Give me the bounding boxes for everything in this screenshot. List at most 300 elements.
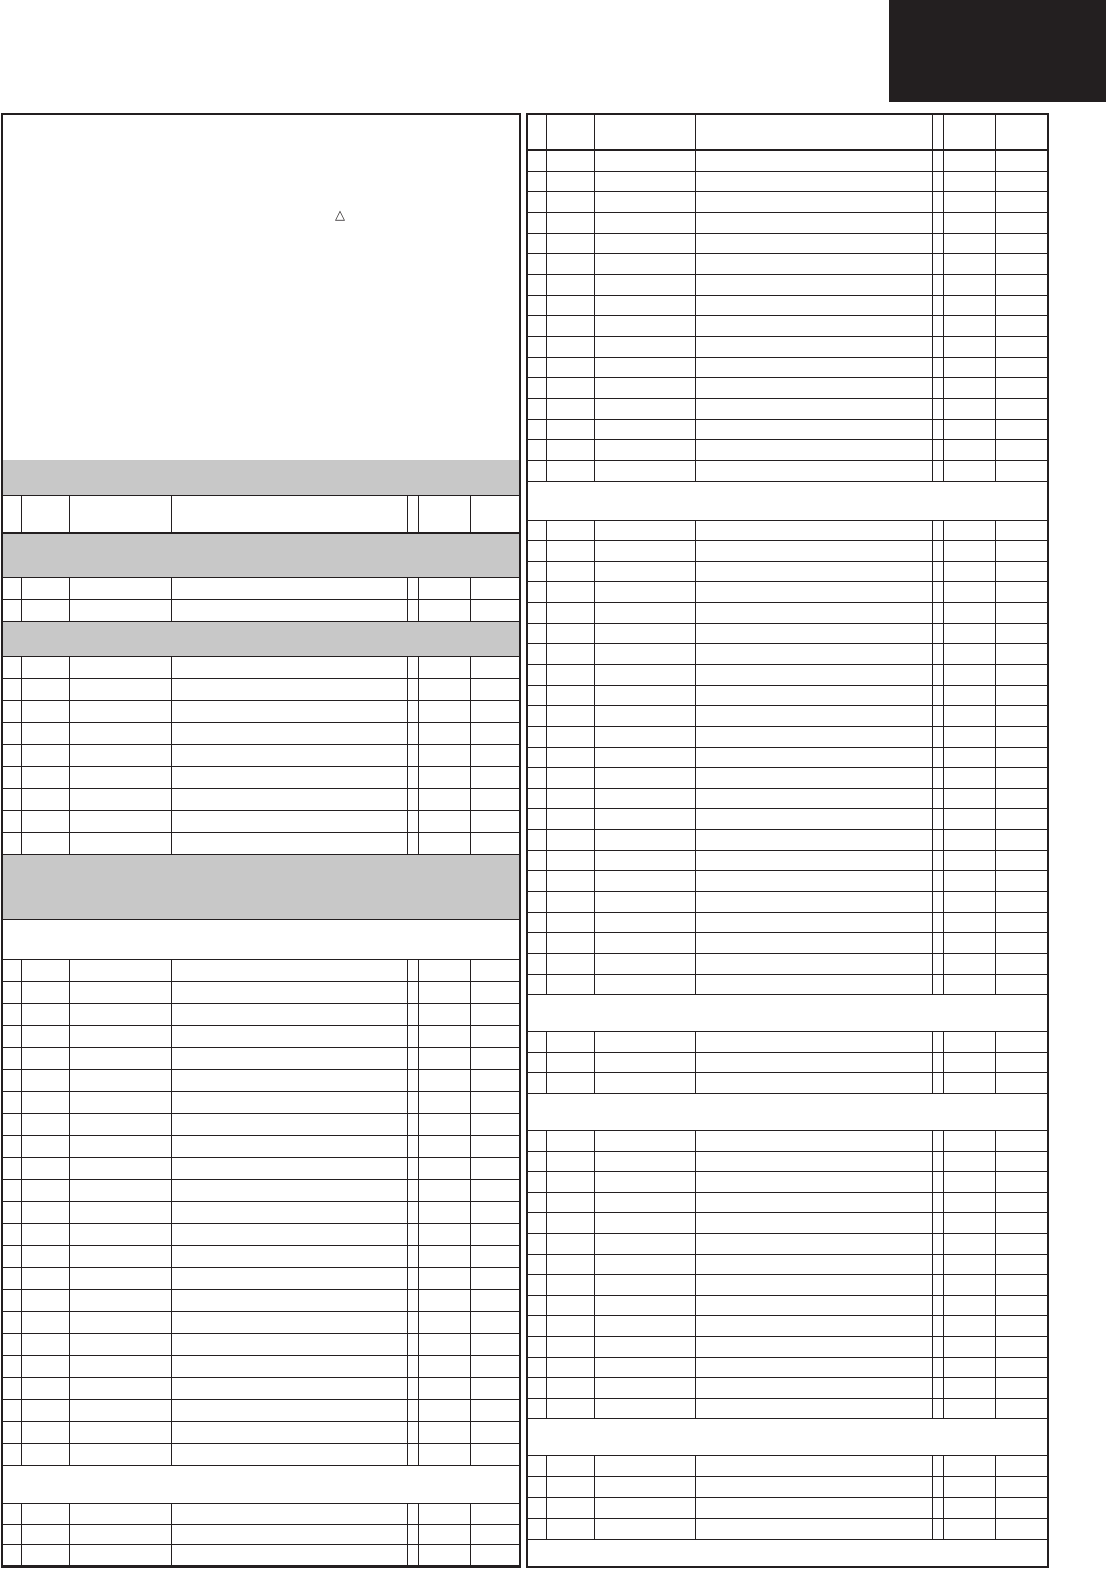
table-cell [471, 1048, 519, 1069]
table-cell [933, 254, 944, 274]
table-cell [996, 541, 1047, 561]
table-cell [696, 624, 933, 644]
table-row [528, 603, 1047, 624]
table-cell [172, 1400, 408, 1421]
table-cell [22, 811, 70, 832]
table-cell [696, 727, 933, 747]
table-cell [22, 657, 70, 678]
table-cell [547, 399, 595, 419]
table-cell [471, 1378, 519, 1399]
table-cell [944, 1399, 996, 1419]
table-cell [696, 871, 933, 891]
table-cell [696, 603, 933, 623]
header-cell [696, 115, 933, 149]
table-cell [944, 213, 996, 233]
table-cell [419, 657, 471, 678]
table-cell [408, 1545, 419, 1565]
table-cell [471, 1158, 519, 1179]
table-cell [408, 1092, 419, 1113]
table-cell [172, 982, 408, 1003]
table-cell [419, 600, 471, 621]
table-cell [547, 440, 595, 460]
table-cell [3, 1202, 22, 1223]
table-cell [696, 1519, 933, 1539]
table-cell [996, 892, 1047, 912]
table-cell [471, 1224, 519, 1245]
table-cell [595, 461, 696, 481]
table-cell [70, 600, 172, 621]
table-cell [528, 316, 547, 336]
table-row [3, 701, 519, 723]
table-cell [471, 1004, 519, 1025]
table-cell [696, 809, 933, 829]
table-cell [944, 1498, 996, 1518]
table-cell [419, 1158, 471, 1179]
table-cell [996, 1456, 1047, 1476]
table-cell [471, 1092, 519, 1113]
table-cell [696, 768, 933, 788]
table-cell [944, 892, 996, 912]
table-cell [419, 789, 471, 810]
table-cell [933, 1073, 944, 1093]
table-cell [172, 745, 408, 766]
left-panel [1, 113, 521, 1568]
table-cell [547, 1131, 595, 1151]
table-cell [172, 1504, 408, 1524]
table-row [3, 657, 519, 679]
table-cell [547, 913, 595, 933]
table-cell [944, 789, 996, 809]
table-cell [528, 954, 547, 974]
table-cell [3, 745, 22, 766]
table-cell [696, 461, 933, 481]
table-cell [933, 706, 944, 726]
table-row [3, 1312, 519, 1334]
table-cell [996, 1519, 1047, 1539]
table-row [3, 960, 519, 982]
table-cell [595, 1296, 696, 1316]
table-cell [595, 234, 696, 254]
table-cell [547, 254, 595, 274]
table-cell [595, 768, 696, 788]
table-row [528, 337, 1047, 358]
table-cell [547, 851, 595, 871]
table-row [528, 461, 1047, 482]
table-cell [595, 975, 696, 995]
table-cell [172, 1422, 408, 1443]
table-cell [3, 1246, 22, 1267]
table-cell [22, 982, 70, 1003]
table-cell [933, 521, 944, 541]
table-cell [528, 1255, 547, 1275]
table-cell [944, 296, 996, 316]
table-cell [3, 1048, 22, 1069]
table-cell [996, 275, 1047, 295]
table-cell [3, 1444, 22, 1465]
table-cell [595, 1519, 696, 1539]
table-cell [595, 706, 696, 726]
table-cell [408, 701, 419, 722]
table-cell [471, 1114, 519, 1135]
table-cell [996, 399, 1047, 419]
table-cell [996, 686, 1047, 706]
table-cell [528, 789, 547, 809]
table-cell [22, 1312, 70, 1333]
table-cell [996, 1213, 1047, 1233]
table-cell [471, 1290, 519, 1311]
table-cell [933, 975, 944, 995]
table-cell [22, 1070, 70, 1091]
table-cell [547, 954, 595, 974]
table-cell [528, 378, 547, 398]
section-heading [3, 622, 519, 657]
table-cell [408, 1312, 419, 1333]
table-row [3, 600, 519, 622]
table-cell [172, 1378, 408, 1399]
table-cell [471, 1444, 519, 1465]
table-cell [933, 1296, 944, 1316]
table-cell [3, 600, 22, 621]
table-cell [3, 1026, 22, 1047]
table-cell [528, 830, 547, 850]
table-cell [933, 624, 944, 644]
table-cell [696, 706, 933, 726]
table-cell [595, 172, 696, 192]
table-cell [996, 933, 1047, 953]
table-cell [408, 1158, 419, 1179]
table-cell [595, 151, 696, 171]
table-cell [595, 1234, 696, 1254]
table-cell [996, 1053, 1047, 1073]
table-cell [696, 234, 933, 254]
table-cell [408, 745, 419, 766]
table-cell [528, 1032, 547, 1052]
table-section [528, 1419, 1047, 1540]
table-cell [595, 296, 696, 316]
table-cell [696, 1358, 933, 1378]
table-cell [696, 399, 933, 419]
table-cell [70, 1158, 172, 1179]
table-cell [70, 1444, 172, 1465]
table-cell [944, 1172, 996, 1192]
table-cell [547, 1053, 595, 1073]
table-row [528, 789, 1047, 810]
table-cell [933, 399, 944, 419]
table-cell [22, 1504, 70, 1524]
table-cell [70, 1136, 172, 1157]
table-cell [547, 789, 595, 809]
table-cell [172, 1290, 408, 1311]
table-cell [944, 1337, 996, 1357]
table-row [528, 1234, 1047, 1255]
table-cell [996, 1275, 1047, 1295]
table-cell [595, 1358, 696, 1378]
table-cell [696, 1172, 933, 1192]
table-cell [944, 541, 996, 561]
table-row [3, 1092, 519, 1114]
table-row [528, 851, 1047, 872]
table-cell [408, 1136, 419, 1157]
table-row [3, 982, 519, 1004]
table-cell [528, 337, 547, 357]
section-heading [3, 460, 519, 496]
table-cell [547, 316, 595, 336]
table-row [3, 1246, 519, 1268]
table-cell [70, 1180, 172, 1201]
table-cell [419, 1092, 471, 1113]
table-cell [933, 644, 944, 664]
table-row [528, 686, 1047, 707]
table-cell [419, 1202, 471, 1223]
table-cell [996, 706, 1047, 726]
table-cell [933, 358, 944, 378]
table-cell [471, 1180, 519, 1201]
table-cell [547, 234, 595, 254]
table-cell [547, 420, 595, 440]
table-cell [70, 1525, 172, 1545]
table-cell [595, 1456, 696, 1476]
table-cell [696, 954, 933, 974]
table-row [528, 1172, 1047, 1193]
table-cell [528, 1358, 547, 1378]
table-cell [996, 1131, 1047, 1151]
table-cell [471, 1334, 519, 1355]
table-cell [419, 1026, 471, 1047]
section-heading [3, 1466, 519, 1504]
table-cell [70, 1070, 172, 1091]
table-cell [933, 296, 944, 316]
table-cell [3, 767, 22, 788]
table-row [3, 1136, 519, 1158]
table-cell [408, 1004, 419, 1025]
table-row [528, 892, 1047, 913]
table-cell [595, 1477, 696, 1497]
table-cell [696, 1131, 933, 1151]
table-cell [471, 1356, 519, 1377]
table-row [3, 1400, 519, 1422]
header-cell [528, 115, 547, 149]
table-cell [944, 1073, 996, 1093]
table-cell [696, 316, 933, 336]
table-cell [70, 1356, 172, 1377]
table-cell [996, 1477, 1047, 1497]
table-cell [595, 913, 696, 933]
table-cell [944, 624, 996, 644]
table-cell [547, 213, 595, 233]
table-cell [944, 378, 996, 398]
table-cell [944, 1358, 996, 1378]
table-cell [996, 562, 1047, 582]
table-cell [172, 600, 408, 621]
table-cell [528, 624, 547, 644]
table-cell [944, 706, 996, 726]
table-cell [996, 1172, 1047, 1192]
table-cell [696, 1296, 933, 1316]
table-cell [528, 275, 547, 295]
table-row [528, 1456, 1047, 1477]
table-cell [419, 1246, 471, 1267]
table-cell [933, 316, 944, 336]
table-cell [172, 1136, 408, 1157]
table-cell [3, 1525, 22, 1545]
table-cell [172, 1334, 408, 1355]
table-row [528, 358, 1047, 379]
table-cell [419, 1334, 471, 1355]
table-cell [70, 723, 172, 744]
table-cell [22, 1026, 70, 1047]
table-row [3, 767, 519, 789]
table-cell [696, 913, 933, 933]
left-parts-table [3, 460, 519, 1566]
table-cell [172, 1202, 408, 1223]
table-cell [3, 1356, 22, 1377]
table-cell [22, 1048, 70, 1069]
table-cell [172, 578, 408, 599]
table-cell [944, 562, 996, 582]
table-cell [996, 1337, 1047, 1357]
table-cell [933, 1032, 944, 1052]
table-cell [172, 1048, 408, 1069]
table-cell [70, 657, 172, 678]
table-cell [595, 316, 696, 336]
table-cell [408, 767, 419, 788]
table-section [528, 482, 1047, 996]
table-cell [696, 1032, 933, 1052]
table-cell [933, 1234, 944, 1254]
table-cell [471, 1136, 519, 1157]
table-row [528, 399, 1047, 420]
table-cell [419, 1224, 471, 1245]
table-cell [471, 811, 519, 832]
table-cell [408, 1504, 419, 1524]
section-heading [3, 534, 519, 578]
table-cell [696, 254, 933, 274]
table-cell [471, 1202, 519, 1223]
table-cell [70, 1290, 172, 1311]
table-cell [547, 1255, 595, 1275]
table-cell [696, 1456, 933, 1476]
table-cell [944, 871, 996, 891]
table-cell [547, 1456, 595, 1476]
table-cell [595, 624, 696, 644]
table-cell [408, 1180, 419, 1201]
table-cell [944, 172, 996, 192]
table-cell [595, 521, 696, 541]
table-row [3, 723, 519, 745]
table-cell [696, 192, 933, 212]
table-cell [996, 582, 1047, 602]
table-cell [547, 933, 595, 953]
table-cell [595, 1316, 696, 1336]
table-cell [419, 679, 471, 700]
table-cell [547, 1316, 595, 1336]
table-cell [547, 1193, 595, 1213]
table-row [528, 1131, 1047, 1152]
table-cell [944, 1032, 996, 1052]
table-cell [944, 440, 996, 460]
table-cell [70, 1268, 172, 1289]
table-cell [595, 933, 696, 953]
table-row [528, 624, 1047, 645]
right-panel [526, 113, 1049, 1568]
table-cell [547, 1477, 595, 1497]
table-cell [547, 275, 595, 295]
table-cell [547, 975, 595, 995]
table-row [528, 871, 1047, 892]
table-cell [70, 745, 172, 766]
table-cell [172, 1092, 408, 1113]
table-cell [547, 706, 595, 726]
table-cell [3, 679, 22, 700]
table-cell [22, 1136, 70, 1157]
table-cell [70, 767, 172, 788]
table-cell [547, 541, 595, 561]
table-cell [471, 578, 519, 599]
table-cell [3, 1400, 22, 1421]
table-cell [944, 358, 996, 378]
table-cell [933, 1213, 944, 1233]
table-cell [419, 745, 471, 766]
table-cell [996, 809, 1047, 829]
table-cell [996, 1255, 1047, 1275]
table-row [528, 151, 1047, 172]
table-cell [528, 1378, 547, 1398]
table-cell [944, 975, 996, 995]
table-row [3, 1334, 519, 1356]
table-cell [996, 213, 1047, 233]
table-row [528, 420, 1047, 441]
table-cell [933, 1358, 944, 1378]
table-cell [595, 440, 696, 460]
table-section [3, 622, 519, 855]
table-cell [528, 1316, 547, 1336]
table-cell [22, 1202, 70, 1223]
table-cell [996, 1234, 1047, 1254]
table-cell [547, 768, 595, 788]
table-cell [528, 399, 547, 419]
table-cell [595, 582, 696, 602]
table-row [528, 1519, 1047, 1540]
table-cell [408, 679, 419, 700]
table-cell [419, 1114, 471, 1135]
notes-area [3, 115, 519, 460]
table-cell [419, 833, 471, 854]
table-cell [172, 1180, 408, 1201]
table-row [528, 1073, 1047, 1094]
table-cell [22, 1268, 70, 1289]
table-cell [996, 603, 1047, 623]
table-cell [547, 337, 595, 357]
table-cell [996, 337, 1047, 357]
header-cell [996, 115, 1047, 149]
table-cell [944, 1255, 996, 1275]
table-cell [933, 789, 944, 809]
table-cell [996, 913, 1047, 933]
table-cell [595, 603, 696, 623]
table-cell [595, 686, 696, 706]
table-cell [547, 1234, 595, 1254]
table-cell [944, 686, 996, 706]
table-section [528, 995, 1047, 1094]
table-cell [70, 1114, 172, 1135]
table-cell [22, 1290, 70, 1311]
table-cell [944, 1477, 996, 1497]
table-cell [172, 833, 408, 854]
table-cell [528, 933, 547, 953]
table-section [528, 115, 1047, 482]
table-cell [408, 723, 419, 744]
table-cell [408, 600, 419, 621]
